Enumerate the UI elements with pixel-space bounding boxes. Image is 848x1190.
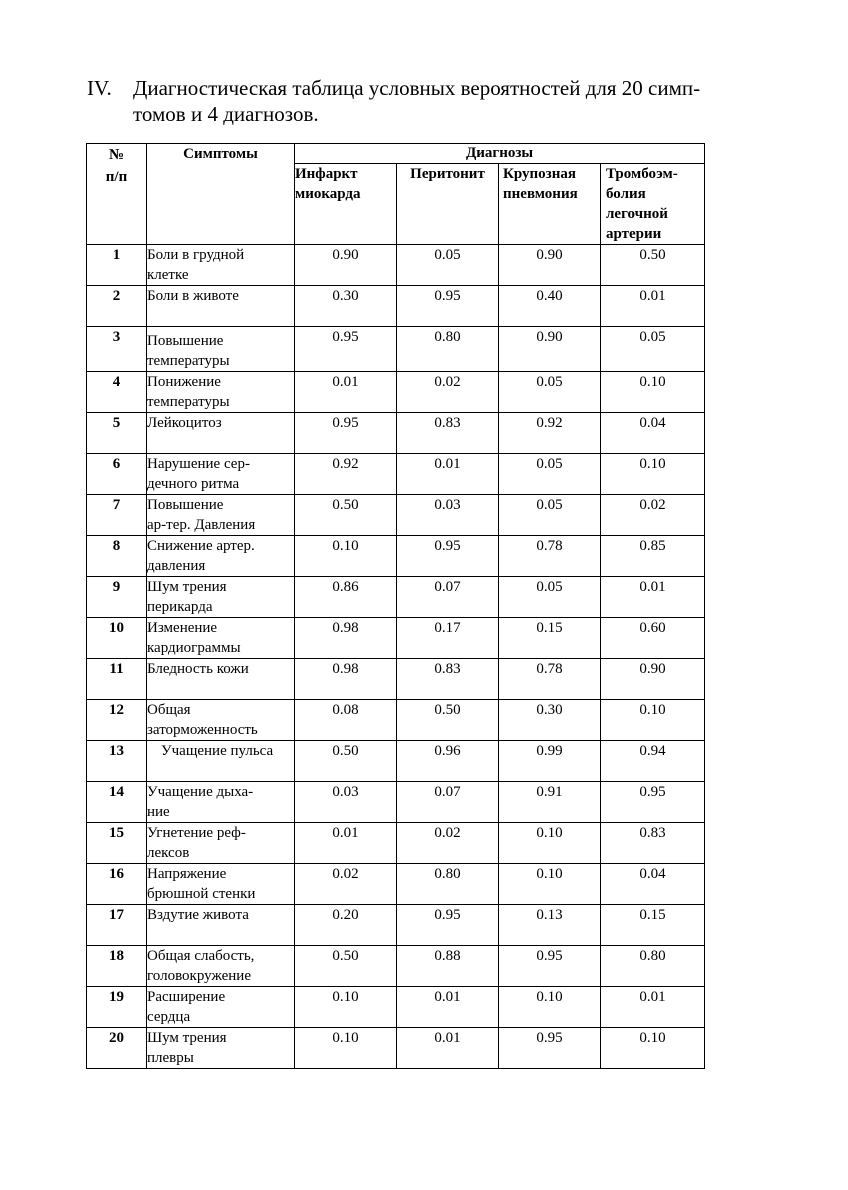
row-number: 19 — [87, 987, 147, 1028]
symptom-cell — [147, 536, 295, 577]
probability-cell: 0.15 — [499, 618, 601, 659]
header-diagnosis-3-line-2: пневмония — [503, 186, 578, 202]
symptom-line: ние — [147, 804, 170, 820]
symptom-line: Расширение — [147, 989, 226, 1005]
table-row — [87, 495, 705, 536]
row-number: 4 — [87, 372, 147, 413]
probability-cell: 0.10 — [601, 372, 705, 413]
symptom-cell — [147, 1028, 295, 1069]
probability-cell: 0.95 — [499, 946, 601, 987]
table-row — [87, 905, 705, 946]
probability-cell: 0.04 — [601, 413, 705, 454]
probability-cell: 0.83 — [397, 413, 499, 454]
symptom-cell — [147, 286, 295, 327]
symptom-cell — [147, 864, 295, 905]
symptom-cell — [147, 823, 295, 864]
probability-cell: 0.10 — [601, 454, 705, 495]
table-row — [87, 946, 705, 987]
table-row — [87, 987, 705, 1028]
probability-cell: 0.50 — [295, 741, 397, 782]
probability-cell: 0.95 — [397, 286, 499, 327]
table-row — [87, 286, 705, 327]
row-number: 2 — [87, 286, 147, 327]
probability-cell: 0.90 — [499, 245, 601, 286]
row-number: 9 — [87, 577, 147, 618]
row-number: 6 — [87, 454, 147, 495]
header-symptoms: Симптомы — [147, 144, 295, 245]
probability-cell: 0.92 — [295, 454, 397, 495]
symptom-line: Общая слабость, — [147, 948, 255, 964]
table-row — [87, 577, 705, 618]
symptom-cell — [147, 782, 295, 823]
row-number: 16 — [87, 864, 147, 905]
probability-cell: 0.88 — [397, 946, 499, 987]
row-number: 3 — [87, 327, 147, 372]
table-row — [87, 372, 705, 413]
probability-cell: 0.91 — [499, 782, 601, 823]
table-row — [87, 413, 705, 454]
table-row — [87, 741, 705, 782]
symptom-line: Шум трения — [147, 579, 227, 595]
symptom-line: Угнетение реф- — [147, 825, 246, 841]
probability-cell: 0.05 — [601, 327, 705, 372]
probability-cell: 0.86 — [295, 577, 397, 618]
symptom-line: дечного ритма — [147, 476, 240, 492]
probability-cell: 0.04 — [601, 864, 705, 905]
symptom-cell — [147, 618, 295, 659]
probability-cell: 0.01 — [295, 823, 397, 864]
symptom-line: плевры — [147, 1050, 194, 1066]
row-number: 11 — [87, 659, 147, 700]
probability-cell: 0.17 — [397, 618, 499, 659]
symptom-line: Боли в животе — [147, 288, 239, 304]
table-row — [87, 700, 705, 741]
symptom-line: Вздутие живота — [147, 907, 249, 923]
probability-cell: 0.05 — [397, 245, 499, 286]
symptom-line: Нарушение сер- — [147, 456, 250, 472]
probability-cell: 0.50 — [397, 700, 499, 741]
probability-cell: 0.10 — [601, 1028, 705, 1069]
symptom-line: сердца — [147, 1009, 191, 1025]
header-diagnosis-2 — [397, 164, 499, 245]
symptom-line: Повышение — [147, 333, 224, 349]
probability-cell: 0.85 — [601, 536, 705, 577]
probability-cell: 0.30 — [295, 286, 397, 327]
symptom-line — [147, 925, 294, 945]
probability-cell: 0.80 — [397, 327, 499, 372]
table-row — [87, 618, 705, 659]
row-number: 15 — [87, 823, 147, 864]
symptom-line: Снижение артер. — [147, 538, 255, 554]
symptom-line: Понижение — [147, 374, 221, 390]
row-number: 17 — [87, 905, 147, 946]
probability-cell: 0.10 — [499, 823, 601, 864]
symptom-cell — [147, 577, 295, 618]
probability-cell: 0.50 — [295, 495, 397, 536]
symptom-line: Изменение — [147, 620, 218, 636]
probability-cell: 0.13 — [499, 905, 601, 946]
symptom-line: кардиограммы — [147, 640, 241, 656]
probability-cell: 0.05 — [499, 495, 601, 536]
table-row — [87, 536, 705, 577]
row-number: 1 — [87, 245, 147, 286]
probability-cell: 0.20 — [295, 905, 397, 946]
header-diagnosis-1-line-1: Инфаркт — [295, 166, 358, 182]
probability-cell: 0.02 — [601, 495, 705, 536]
header-diagnosis-4-line-3: легочной — [606, 206, 668, 222]
table-row — [87, 245, 705, 286]
probability-cell: 0.01 — [397, 1028, 499, 1069]
probability-cell: 0.05 — [499, 372, 601, 413]
probability-cell: 0.07 — [397, 782, 499, 823]
symptom-cell — [147, 413, 295, 454]
symptom-line: давления — [147, 558, 206, 574]
probability-cell: 0.30 — [499, 700, 601, 741]
symptom-cell — [147, 905, 295, 946]
probability-cell: 0.10 — [295, 536, 397, 577]
header-diagnosis-3 — [499, 164, 601, 245]
probability-cell: 0.98 — [295, 659, 397, 700]
header-diagnosis-4 — [601, 164, 705, 245]
symptom-line: Лейкоцитоз — [147, 415, 222, 431]
probability-cell: 0.99 — [499, 741, 601, 782]
probability-cell: 0.98 — [295, 618, 397, 659]
probability-cell: 0.50 — [295, 946, 397, 987]
symptom-line — [147, 679, 294, 699]
symptom-cell — [147, 659, 295, 700]
probability-cell: 0.07 — [397, 577, 499, 618]
probability-cell: 0.95 — [295, 327, 397, 372]
probability-cell: 0.95 — [397, 536, 499, 577]
probability-cell: 0.60 — [601, 618, 705, 659]
probability-cell: 0.10 — [499, 987, 601, 1028]
heading-number: IV. — [87, 76, 112, 100]
symptom-line: Шум трения — [147, 1030, 227, 1046]
probability-cell: 0.01 — [295, 372, 397, 413]
probability-cell: 0.01 — [397, 987, 499, 1028]
row-number: 20 — [87, 1028, 147, 1069]
row-number: 12 — [87, 700, 147, 741]
symptom-line: температуры — [147, 394, 230, 410]
symptom-line — [147, 306, 294, 326]
probability-cell: 0.03 — [295, 782, 397, 823]
table-row — [87, 864, 705, 905]
table-row — [87, 327, 705, 372]
row-number: 18 — [87, 946, 147, 987]
probability-cell: 0.15 — [601, 905, 705, 946]
header-diagnosis-2-line-1: Перитонит — [410, 166, 485, 182]
symptom-line: Бледность кожи — [147, 661, 249, 677]
row-number: 13 — [87, 741, 147, 782]
probability-cell: 0.90 — [499, 327, 601, 372]
probability-cell: 0.01 — [397, 454, 499, 495]
table-row — [87, 823, 705, 864]
header-diagnosis-4-line-4: артерии — [606, 226, 662, 242]
symptom-line: перикарда — [147, 599, 213, 615]
heading-line-2: томов и 4 диагнозов. — [133, 102, 319, 126]
symptom-line: ар-тер. Давления — [147, 517, 256, 533]
probability-cell: 0.10 — [295, 987, 397, 1028]
table-row — [87, 1028, 705, 1069]
symptom-line: Учащение дыха- — [147, 784, 254, 800]
row-number: 14 — [87, 782, 147, 823]
probability-cell: 0.92 — [499, 413, 601, 454]
probability-cell: 0.83 — [397, 659, 499, 700]
probability-cell: 0.80 — [397, 864, 499, 905]
heading-line-1: Диагностическая таблица условных вероятностей для 20 симп- — [133, 76, 701, 100]
symptom-cell — [147, 372, 295, 413]
symptom-cell — [147, 495, 295, 536]
probability-cell: 0.10 — [601, 700, 705, 741]
probability-cell: 0.05 — [499, 577, 601, 618]
header-number-line-2: п/п — [105, 169, 128, 185]
table-row — [87, 782, 705, 823]
symptom-cell — [147, 741, 295, 782]
probability-cell: 0.01 — [601, 577, 705, 618]
symptom-line: Общая — [147, 702, 191, 718]
header-diagnosis-4-line-1: Тромбоэм- — [606, 166, 678, 182]
symptom-cell — [147, 245, 295, 286]
probability-cell: 0.95 — [499, 1028, 601, 1069]
row-number: 8 — [87, 536, 147, 577]
symptom-line: Напряжение — [147, 866, 227, 882]
probability-cell: 0.01 — [601, 286, 705, 327]
probability-cell: 0.90 — [601, 659, 705, 700]
probability-cell: 0.83 — [601, 823, 705, 864]
symptom-line: лексов — [147, 845, 190, 861]
symptom-line: Повышение — [147, 497, 224, 513]
probability-cell: 0.95 — [601, 782, 705, 823]
probability-cell: 0.08 — [295, 700, 397, 741]
symptom-line: Боли в грудной — [147, 247, 245, 263]
probability-cell: 0.40 — [499, 286, 601, 327]
symptom-cell — [147, 946, 295, 987]
symptom-line — [147, 433, 294, 453]
header-diagnosis-1-line-2: миокарда — [295, 186, 361, 202]
symptom-cell — [147, 454, 295, 495]
probability-cell: 0.10 — [295, 1028, 397, 1069]
probability-cell: 0.95 — [397, 905, 499, 946]
probability-cell: 0.02 — [295, 864, 397, 905]
probability-cell: 0.02 — [397, 823, 499, 864]
header-number — [87, 144, 147, 245]
probability-cell: 0.01 — [601, 987, 705, 1028]
probability-cell: 0.78 — [499, 536, 601, 577]
probability-cell: 0.95 — [295, 413, 397, 454]
probability-cell: 0.96 — [397, 741, 499, 782]
probability-cell: 0.50 — [601, 245, 705, 286]
header-diagnoses: Диагнозы — [295, 144, 705, 164]
header-diagnosis-3-line-1: Крупозная — [503, 166, 576, 182]
probability-cell: 0.03 — [397, 495, 499, 536]
header-diagnosis-1 — [295, 164, 397, 245]
row-number: 7 — [87, 495, 147, 536]
probability-cell: 0.02 — [397, 372, 499, 413]
probability-cell: 0.94 — [601, 741, 705, 782]
probability-cell: 0.10 — [499, 864, 601, 905]
symptom-cell — [147, 700, 295, 741]
symptom-line: головокружение — [147, 968, 251, 984]
probability-cell: 0.05 — [499, 454, 601, 495]
header-number-line-1: № — [108, 147, 125, 163]
header-diagnosis-4-line-2: болия — [606, 186, 646, 202]
probability-cell: 0.78 — [499, 659, 601, 700]
table-row — [87, 454, 705, 495]
row-number: 10 — [87, 618, 147, 659]
row-number: 5 — [87, 413, 147, 454]
symptom-cell — [147, 987, 295, 1028]
symptom-line: температуры — [147, 353, 230, 369]
table-body — [87, 245, 705, 1069]
probability-cell: 0.90 — [295, 245, 397, 286]
probability-cell: 0.80 — [601, 946, 705, 987]
symptom-line: клетке — [147, 267, 189, 283]
symptom-line — [161, 761, 294, 781]
symptom-line: Учащение пульса — [161, 743, 274, 759]
symptom-line: заторможенность — [147, 722, 258, 738]
symptom-line: брюшной стенки — [147, 886, 256, 902]
symptom-cell — [147, 327, 295, 372]
table-row — [87, 659, 705, 700]
diagnostic-table — [86, 143, 705, 1069]
